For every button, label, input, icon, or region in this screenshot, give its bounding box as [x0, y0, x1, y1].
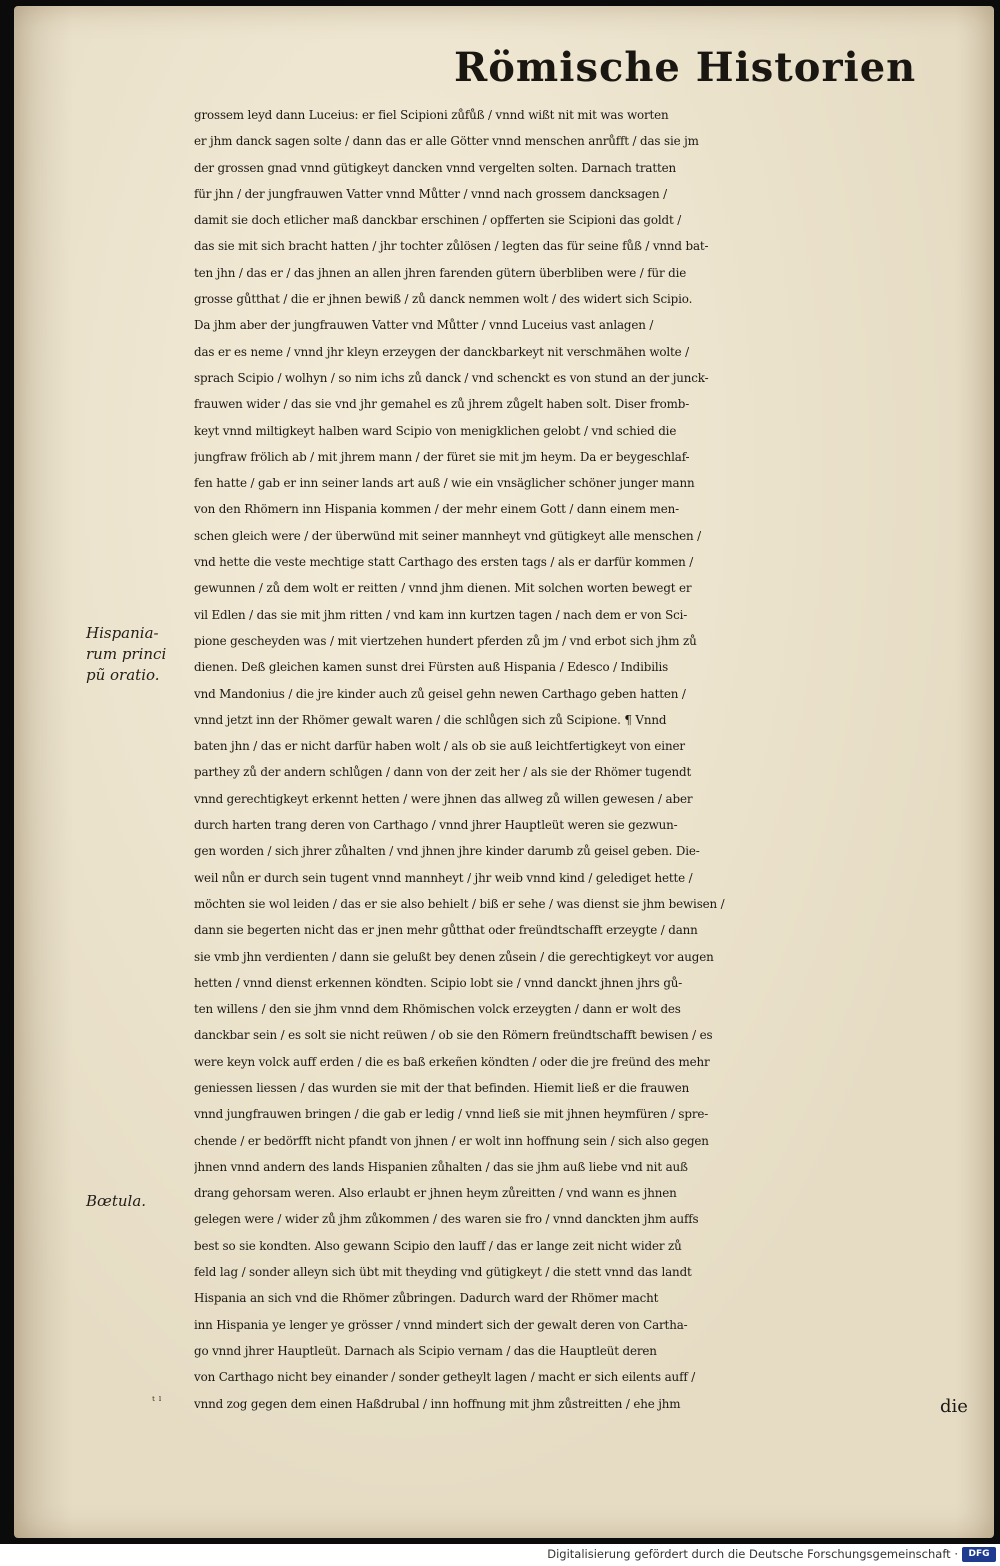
text-line: feld lag / sonder alleyn sich übt mit theyding vnd gütigkeyt / die stett vnnd das landt [194, 1265, 692, 1280]
text-line: gelegen were / wider zů jhm zůkommen / des waren sie fro / vnnd danckten jhm auffs [194, 1212, 699, 1227]
margin-note-line: pũ oratio. [86, 666, 160, 684]
text-line: frauwen wider / das sie vnd jhr gemahel es zů jhrem zůgelt haben solt. Diser fromb- [194, 397, 690, 412]
footer-bar [0, 1544, 1000, 1566]
text-line: grosse gůtthat / die er jhnen bewiß / zů danck nemmen wolt / des widert sich Scipio. [194, 292, 693, 307]
running-title: Römische Historien [454, 44, 917, 91]
text-line: das sie mit sich bracht hatten / jhr tochter zůlösen / legten das für seine fůß / vnnd bat- [194, 239, 709, 254]
text-line: von den Rhömern inn Hispania kommen / der mehr einem Gott / dann einem men- [194, 502, 680, 517]
footer-credit: Digitalisierung gefördert durch die Deutsche Forschungsgemeinschaft · [547, 1547, 958, 1561]
text-line: jungfraw frölich ab / mit jhrem mann / der füret sie mit jm heym. Da er beygeschlaf- [194, 449, 690, 464]
text-line: baten jhn / das er nicht darfür haben wolt / als ob sie auß leichtfertigkeyt von einer [194, 739, 685, 754]
text-line: Hispania an sich vnd die Rhömer zůbringen. Dadurch ward der Rhömer macht [194, 1291, 659, 1306]
text-line: vnd Mandonius / die jre kinder auch zů geisel gehn newen Carthago geben hatten / [194, 686, 686, 701]
text-line: für jhn / der jungfrauwen Vatter vnnd Můtter / vnnd nach grossem dancksagen / [194, 186, 668, 201]
text-line: dann sie begerten nicht das er jnen mehr gůtthat oder freündtschafft erzeygte / dann [194, 923, 698, 938]
body-text [194, 102, 979, 1417]
text-line: parthey zů der andern schlůgen / dann von der zeit her / als sie der Rhömer tugendt [194, 765, 692, 780]
text-line: der grossen gnad vnnd gütigkeyt dancken vnnd vergelten solten. Darnach tratten [194, 160, 677, 175]
text-line: jhnen vnnd andern des lands Hispanien zůhalten / das sie jhm auß liebe vnd nit auß [194, 1159, 688, 1174]
text-line: Da jhm aber der jungfrauwen Vatter vnd Můtter / vnnd Luceius vast anlagen / [194, 318, 654, 333]
text-line: gewunnen / zů dem wolt er reitten / vnnd jhm dienen. Mit solchen worten bewegt er [194, 581, 692, 596]
text-line: gen worden / sich jhrer zůhalten / vnd jhnen jhre kinder darumb zů geisel geben. Die- [194, 844, 700, 859]
text-line: damit sie doch etlicher maß danckbar erschinen / opfferten sie Scipioni das goldt / [194, 213, 682, 228]
text-line: geniessen liessen / das wurden sie mit der that befinden. Hiemit ließ er die frauwen [194, 1080, 690, 1095]
text-line: schen gleich were / der überwünd mit seiner mannheyt vnd gütigkeyt alle menschen / [194, 528, 701, 543]
text-line: möchten sie wol leiden / das er sie also behielt / biß er sehe / was dienst sie jhm bewisen / [194, 896, 725, 911]
text-line: durch harten trang deren von Carthago / vnnd jhrer Hauptleüt weren sie gezwun- [194, 818, 678, 833]
text-line: er jhm danck sagen solte / dann das er alle Götter vnnd menschen anrůfft / das sie jm [194, 134, 699, 149]
text-line: vil Edlen / das sie mit jhm ritten / vnd kam inn kurtzen tagen / nach dem er von Sci- [194, 607, 688, 622]
text-line: sprach Scipio / wolhyn / so nim ichs zů danck / vnd schenckt es von stund an der junck- [194, 370, 709, 385]
text-line: ten willens / den sie jhm vnnd dem Rhömischen volck erzeygten / dann er wolt des [194, 1002, 681, 1017]
text-line: hetten / vnnd dienst erkennen köndten. Scipio lobt sie / vnnd danckt jhnen jhrs gů- [194, 975, 683, 990]
margin-note-line: Hispania- [86, 624, 159, 642]
text-line: drang gehorsam weren. Also erlaubt er jhnen heym zůreitten / vnd wann es jhnen [194, 1186, 677, 1201]
text-line: vnnd jungfrauwen bringen / die gab er ledig / vnnd ließ sie mit jhnen heymfüren / spre- [194, 1107, 709, 1122]
dfg-logo-icon: DFG [962, 1547, 996, 1562]
text-line: sie vmb jhn verdienten / dann sie gelußt bey denen zůsein / die gerechtigkeyt vor augen [194, 949, 714, 964]
text-line: grossem leyd dann Luceius: er fiel Scipioni zůfůß / vnnd wißt nit mit was worten [194, 108, 669, 122]
text-line: vnnd zog gegen dem einen Haßdrubal / inn hoffnung mit jhm zůstreitten / ehe jhm [194, 1396, 681, 1411]
text-line: vnnd jetzt inn der Rhömer gewalt waren / die schlůgen sich zů Scipione. ¶ Vnnd [194, 712, 667, 727]
margin-note-hispaniarum [86, 623, 196, 686]
text-line: fen hatte / gab er inn seiner lands art auß / wie ein vnsäglicher schöner junger mann [194, 476, 695, 491]
text-line: pione gescheyden was / mit viertzehen hundert pferden zů jm / vnd erbot sich jhm zů [194, 633, 697, 648]
text-line: dienen. Deß gleichen kamen sunst drei Fürsten auß Hispania / Edesco / Indibilis [194, 660, 669, 675]
text-line: inn Hispania ye lenger ye grösser / vnnd mindert sich der gewalt deren von Cartha- [194, 1317, 688, 1332]
text-line: keyt vnnd miltigkeyt halben ward Scipio von menigklichen gelobt / vnd schied die [194, 423, 677, 438]
text-line: weil nůn er durch sein tugent vnnd mannheyt / jhr weib vnnd kind / gelediget hette / [194, 870, 693, 885]
catchword: die [940, 1396, 968, 1417]
text-line: danckbar sein / es solt sie nicht reüwen / ob sie den Römern freündtschafft bewisen / es [194, 1028, 713, 1043]
text-line: best so sie kondten. Also gewann Scipio den lauff / das er lange zeit nicht wider zů [194, 1238, 682, 1253]
margin-note-line: rum princi [86, 645, 167, 663]
book-page [14, 6, 994, 1538]
text-line: vnnd gerechtigkeyt erkennt hetten / were jhnen das allweg zů willen gewesen / aber [194, 791, 693, 806]
text-line: go vnnd jhrer Hauptleüt. Darnach als Scipio vernam / das die Hauptleüt deren [194, 1343, 657, 1358]
text-line: das er es neme / vnnd jhr kleyn erzeygen der danckbarkeyt nit verschmähen wolte / [194, 344, 690, 359]
text-line: von Carthago nicht bey einander / sonder getheylt lagen / macht er sich eilents auff / [194, 1370, 696, 1385]
corner-mark: ᵗ ˡ [152, 1394, 162, 1408]
text-line: were keyn volck auff erden / die es baß erkeñen köndten / oder die jre freünd des mehr [194, 1054, 710, 1069]
margin-note-boetula [86, 1191, 196, 1212]
margin-note-line: Bœtula. [86, 1192, 147, 1210]
text-line: chende / er bedörfft nicht pfandt von jhnen / er wolt inn hoffnung sein / sich also gegen [194, 1133, 709, 1148]
text-line: vnd hette die veste mechtige statt Carthago des ersten tags / als er darfür kommen / [194, 555, 694, 570]
text-line: ten jhn / das er / das jhnen an allen jhren farenden gütern überbliben were / für die [194, 265, 687, 280]
